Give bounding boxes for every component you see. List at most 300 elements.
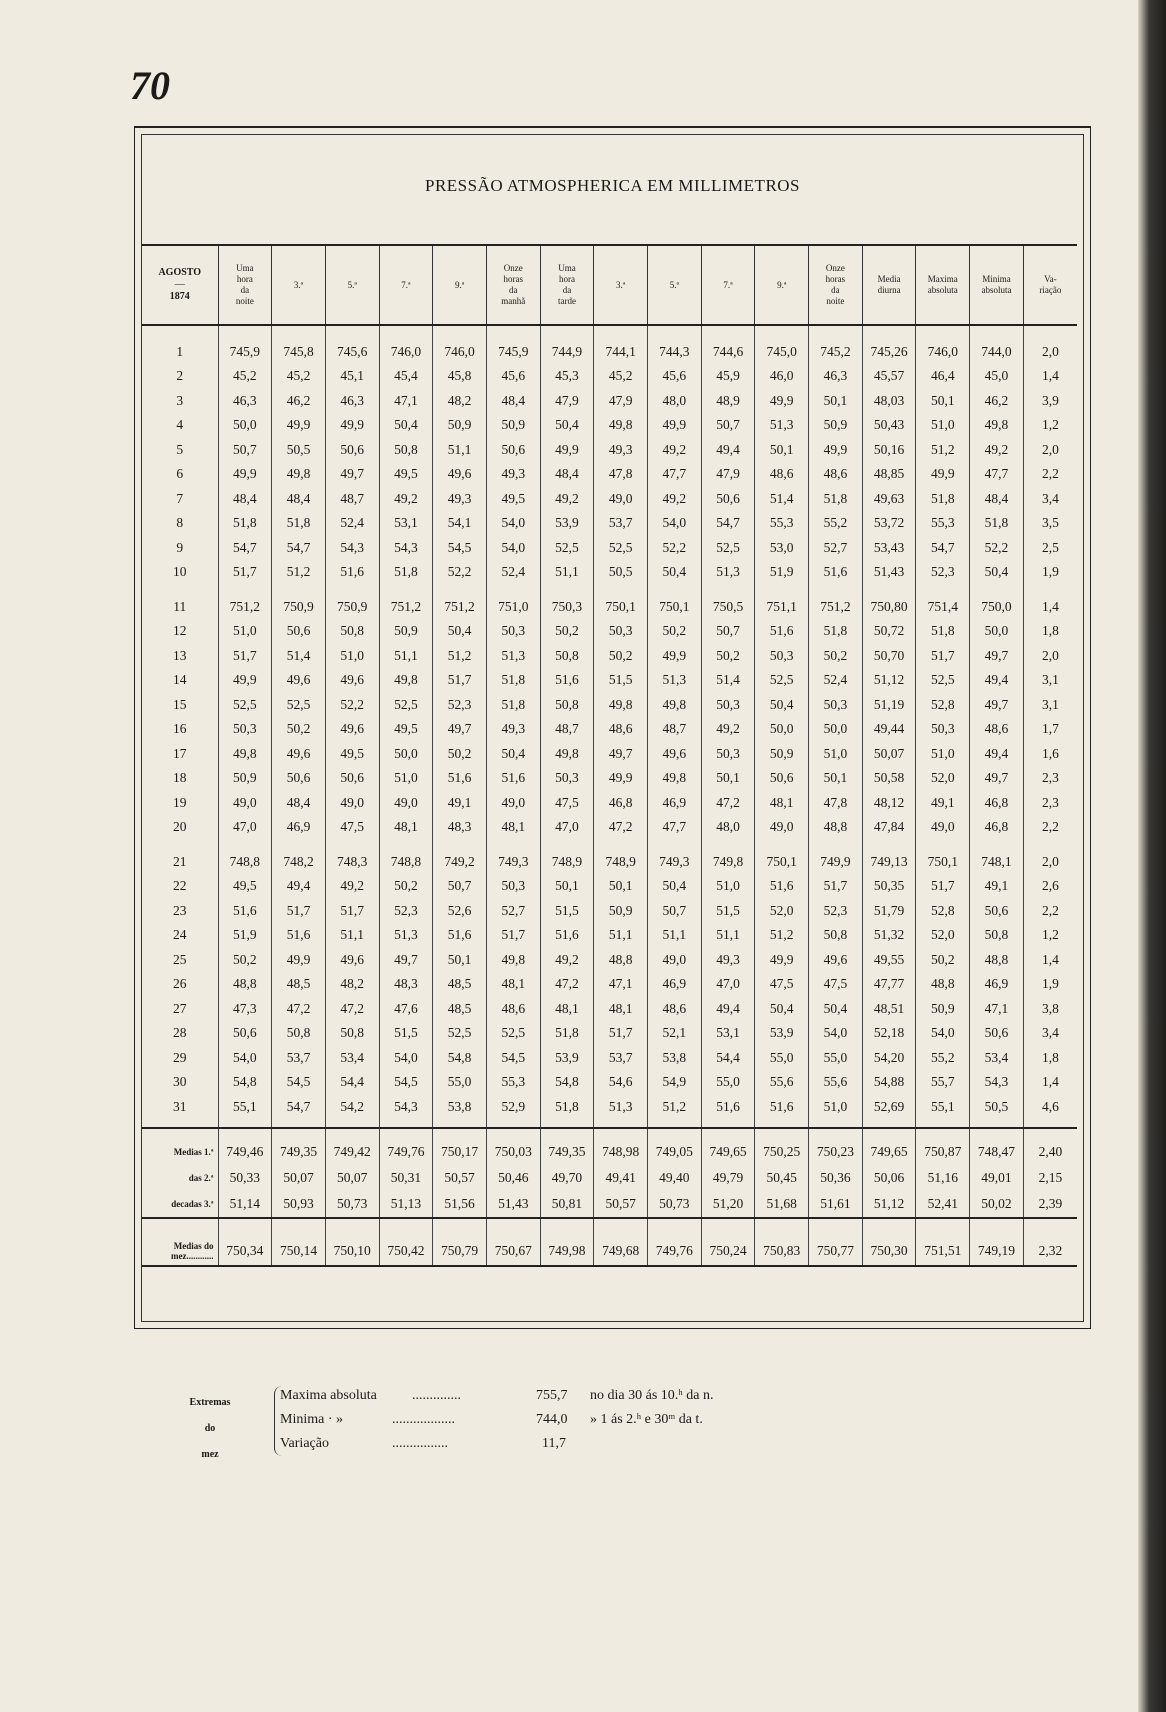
- extreme-note: » 1 ás 2.ʰ e 30ᵐ da t.: [590, 1412, 703, 1427]
- decade-mean-cell: 50,07: [325, 1165, 379, 1191]
- value-cell: 751,4: [916, 595, 970, 620]
- value-cell: 52,5: [272, 693, 326, 718]
- value-cell: 47,7: [970, 462, 1024, 487]
- value-cell: 50,4: [486, 742, 540, 767]
- value-cell: 52,7: [809, 536, 863, 561]
- value-cell: 50,2: [433, 742, 487, 767]
- value-cell: 51,6: [755, 874, 809, 899]
- value-cell: 50,6: [218, 1021, 272, 1046]
- value-cell: 50,3: [755, 644, 809, 669]
- decade-mean-cell: 2,15: [1038, 1170, 1063, 1185]
- blank-cell: [325, 1119, 379, 1128]
- value-cell: 55,0: [755, 1046, 809, 1071]
- value-cell: 51,5: [701, 899, 755, 924]
- value-cell: 52,2: [325, 693, 379, 718]
- value-cell: 54,20: [862, 1046, 916, 1071]
- value-cell: 49,3: [701, 948, 755, 973]
- value-cell: 1,8: [1041, 623, 1059, 639]
- value-cell: 751,2: [218, 595, 272, 620]
- decade-mean-cell: 51,12: [862, 1191, 916, 1218]
- value-cell: 751,2: [433, 595, 487, 620]
- value-cell: 50,8: [272, 1021, 326, 1046]
- value-cell: 54,0: [379, 1046, 433, 1071]
- value-cell: 2,0: [1041, 853, 1059, 869]
- table-row: [142, 619, 1077, 644]
- day-cell: 13: [142, 644, 218, 669]
- header-col-6: Onze horas da manhã: [486, 245, 540, 325]
- blank-cell: [379, 1119, 433, 1128]
- blank-cell: [970, 840, 1024, 850]
- value-cell: 50,9: [916, 997, 970, 1022]
- value-cell: 55,3: [755, 511, 809, 536]
- value-cell: 744,1: [594, 325, 648, 364]
- value-cell: 51,8: [916, 487, 970, 512]
- value-cell: 49,9: [218, 668, 272, 693]
- day-cell: 5: [142, 438, 218, 463]
- blank-cell: [272, 585, 326, 595]
- value-cell: 55,7: [916, 1070, 970, 1095]
- decade-mean-cell: 750,87: [916, 1128, 970, 1165]
- value-cell: 2,2: [1041, 819, 1059, 835]
- blank-cell: [809, 585, 863, 595]
- value-cell: 50,16: [862, 438, 916, 463]
- value-cell: 2,2: [1041, 466, 1059, 482]
- blank-cell: [594, 840, 648, 850]
- value-cell: 49,55: [862, 948, 916, 973]
- value-cell: 47,9: [701, 462, 755, 487]
- header-col-10: 7.ª: [701, 245, 755, 325]
- blank-cell: [755, 585, 809, 595]
- value-cell: 54,4: [701, 1046, 755, 1071]
- value-cell: 51,3: [379, 923, 433, 948]
- value-cell: 49,6: [272, 668, 326, 693]
- value-cell: 50,6: [755, 766, 809, 791]
- value-cell: 49,0: [218, 791, 272, 816]
- value-cell: 52,3: [809, 899, 863, 924]
- value-cell: 51,6: [755, 1095, 809, 1120]
- value-cell: 53,1: [701, 1021, 755, 1046]
- value-cell: 51,6: [809, 560, 863, 585]
- extremes-label: Extremas do mez: [189, 1397, 231, 1460]
- value-cell: 52,0: [916, 923, 970, 948]
- value-cell: 50,2: [809, 644, 863, 669]
- value-cell: 3,1: [1041, 696, 1059, 712]
- value-cell: 51,7: [433, 668, 487, 693]
- value-cell: 50,1: [916, 389, 970, 414]
- value-cell: 50,6: [272, 619, 326, 644]
- value-cell: 49,0: [916, 815, 970, 840]
- blank-cell: [218, 585, 272, 595]
- blank-cell: [1023, 840, 1077, 850]
- value-cell: 749,3: [486, 850, 540, 875]
- value-cell: 48,85: [862, 462, 916, 487]
- value-cell: 3,4: [1041, 1025, 1059, 1041]
- value-cell: 55,1: [218, 1095, 272, 1120]
- value-cell: 50,2: [540, 619, 594, 644]
- value-cell: 54,3: [379, 1095, 433, 1120]
- value-cell: 745,9: [486, 325, 540, 364]
- value-cell: 52,8: [916, 693, 970, 718]
- value-cell: 54,7: [916, 536, 970, 561]
- decade-mean-cell: 750,25: [755, 1128, 809, 1165]
- header-col-13: Media diurna: [862, 245, 916, 325]
- value-cell: 54,5: [486, 1046, 540, 1071]
- value-cell: 51,8: [486, 693, 540, 718]
- value-cell: 53,8: [648, 1046, 702, 1071]
- value-cell: 50,4: [755, 693, 809, 718]
- value-cell: 3,5: [1041, 515, 1059, 531]
- value-cell: 49,5: [486, 487, 540, 512]
- day-cell: 20: [142, 815, 218, 840]
- value-cell: 51,8: [540, 1095, 594, 1120]
- value-cell: 49,7: [325, 462, 379, 487]
- value-cell: 50,2: [916, 948, 970, 973]
- day-cell: 18: [142, 766, 218, 791]
- month-mean-row: [142, 1218, 1077, 1266]
- value-cell: 47,5: [325, 815, 379, 840]
- value-cell: 50,3: [594, 619, 648, 644]
- value-cell: 1,9: [1041, 564, 1059, 580]
- value-cell: 49,0: [325, 791, 379, 816]
- value-cell: 52,4: [325, 511, 379, 536]
- decade-mean-cell: 50,45: [755, 1165, 809, 1191]
- table-row: [142, 717, 1077, 742]
- value-cell: 51,9: [218, 923, 272, 948]
- decade-mean-cell: 750,23: [809, 1128, 863, 1165]
- value-cell: 50,4: [755, 997, 809, 1022]
- value-cell: 52,3: [916, 560, 970, 585]
- value-cell: 50,3: [540, 766, 594, 791]
- value-cell: 49,0: [594, 487, 648, 512]
- value-cell: 48,4: [218, 487, 272, 512]
- value-cell: 50,6: [970, 899, 1024, 924]
- day-cell: 25: [142, 948, 218, 973]
- table-row: [142, 389, 1077, 414]
- value-cell: 49,6: [325, 948, 379, 973]
- value-cell: 49,2: [701, 717, 755, 742]
- value-cell: 51,8: [970, 511, 1024, 536]
- value-cell: 54,7: [218, 536, 272, 561]
- value-cell: 54,9: [648, 1070, 702, 1095]
- value-cell: 51,7: [809, 874, 863, 899]
- value-cell: 751,0: [486, 595, 540, 620]
- value-cell: 53,9: [540, 1046, 594, 1071]
- value-cell: 748,3: [325, 850, 379, 875]
- decade-mean-cell: 749,05: [648, 1128, 702, 1165]
- value-cell: 51,6: [755, 619, 809, 644]
- value-cell: 749,2: [433, 850, 487, 875]
- table-row: [142, 364, 1077, 389]
- value-cell: 49,2: [540, 487, 594, 512]
- value-cell: 748,9: [540, 850, 594, 875]
- value-cell: 54,0: [809, 1021, 863, 1046]
- value-cell: 52,5: [594, 536, 648, 561]
- value-cell: 49,2: [379, 487, 433, 512]
- value-cell: 50,7: [648, 899, 702, 924]
- decade-mean-cell: 51,43: [486, 1191, 540, 1218]
- value-cell: 751,1: [755, 595, 809, 620]
- value-cell: 50,3: [486, 874, 540, 899]
- value-cell: 51,19: [862, 693, 916, 718]
- decade-label: Medias 1.ª: [142, 1128, 218, 1165]
- value-cell: 1,4: [1041, 368, 1059, 384]
- value-cell: 51,6: [540, 923, 594, 948]
- value-cell: 48,7: [540, 717, 594, 742]
- value-cell: 48,03: [862, 389, 916, 414]
- value-cell: 46,9: [648, 791, 702, 816]
- value-cell: 55,1: [916, 1095, 970, 1120]
- value-cell: 50,8: [325, 619, 379, 644]
- blank-cell: [540, 585, 594, 595]
- value-cell: 50,3: [218, 717, 272, 742]
- value-cell: 48,0: [648, 389, 702, 414]
- decade-mean-cell: 749,65: [701, 1128, 755, 1165]
- value-cell: 49,8: [379, 668, 433, 693]
- value-cell: 48,6: [594, 717, 648, 742]
- value-cell: 49,9: [594, 766, 648, 791]
- value-cell: 54,88: [862, 1070, 916, 1095]
- value-cell: 54,8: [540, 1070, 594, 1095]
- value-cell: 51,6: [272, 923, 326, 948]
- value-cell: 52,9: [486, 1095, 540, 1120]
- value-cell: 50,7: [218, 438, 272, 463]
- value-cell: 744,6: [701, 325, 755, 364]
- table-row: [142, 1095, 1077, 1120]
- value-cell: 47,9: [540, 389, 594, 414]
- blank-cell: [862, 1119, 916, 1128]
- extreme-name: Minima · »: [280, 1412, 343, 1427]
- value-cell: 52,0: [755, 899, 809, 924]
- value-cell: 50,8: [809, 923, 863, 948]
- value-cell: 4,6: [1041, 1098, 1059, 1114]
- blank-cell: [862, 585, 916, 595]
- table-row: [142, 923, 1077, 948]
- month-mean-cell: 751,51: [916, 1218, 970, 1266]
- value-cell: 52,4: [486, 560, 540, 585]
- value-cell: 51,3: [755, 413, 809, 438]
- value-cell: 750,1: [916, 850, 970, 875]
- value-cell: 45,2: [272, 364, 326, 389]
- value-cell: 51,7: [486, 923, 540, 948]
- month-mean-cell: 750,83: [755, 1218, 809, 1266]
- decade-mean-cell: 50,02: [970, 1191, 1024, 1218]
- table-row: [142, 325, 1077, 364]
- value-cell: 49,1: [916, 791, 970, 816]
- blank-cell: [272, 1119, 326, 1128]
- table-frame: [134, 126, 1091, 1329]
- month-mean-cell: 750,34: [218, 1218, 272, 1266]
- extreme-name: Variação: [280, 1436, 329, 1451]
- blank-cell: [701, 1119, 755, 1128]
- table-row: [142, 815, 1077, 840]
- day-cell: 2: [142, 364, 218, 389]
- value-cell: 49,8: [218, 742, 272, 767]
- value-cell: 45,6: [648, 364, 702, 389]
- blank-cell: [218, 840, 272, 850]
- value-cell: 51,2: [433, 644, 487, 669]
- blank-cell: [433, 585, 487, 595]
- blank-cell: [970, 1119, 1024, 1128]
- day-cell: 3: [142, 389, 218, 414]
- value-cell: 51,1: [648, 923, 702, 948]
- value-cell: 751,2: [809, 595, 863, 620]
- header-col-4: 7.ª: [379, 245, 433, 325]
- value-cell: 49,4: [701, 997, 755, 1022]
- value-cell: 49,1: [970, 874, 1024, 899]
- value-cell: 50,1: [701, 766, 755, 791]
- value-cell: 49,0: [755, 815, 809, 840]
- value-cell: 46,8: [970, 815, 1024, 840]
- value-cell: 48,9: [701, 389, 755, 414]
- book-spine: [1138, 0, 1166, 1712]
- value-cell: 50,6: [486, 438, 540, 463]
- value-cell: 55,0: [809, 1046, 863, 1071]
- value-cell: 49,8: [540, 742, 594, 767]
- value-cell: 48,6: [755, 462, 809, 487]
- header-col-8: 3.ª: [594, 245, 648, 325]
- value-cell: 53,1: [379, 511, 433, 536]
- value-cell: 51,3: [594, 1095, 648, 1120]
- decade-mean-cell: 50,73: [648, 1191, 702, 1218]
- value-cell: 49,7: [594, 742, 648, 767]
- table-row: [142, 948, 1077, 973]
- value-cell: 55,0: [433, 1070, 487, 1095]
- value-cell: 49,9: [218, 462, 272, 487]
- value-cell: 50,6: [272, 766, 326, 791]
- decade-mean-row: [142, 1191, 1077, 1218]
- day-cell: 8: [142, 511, 218, 536]
- value-cell: 48,3: [433, 815, 487, 840]
- value-cell: 46,2: [272, 389, 326, 414]
- value-cell: 51,1: [379, 644, 433, 669]
- header-col-15: Minima absoluta: [970, 245, 1024, 325]
- value-cell: 50,8: [540, 644, 594, 669]
- table-row: [142, 899, 1077, 924]
- value-cell: 47,7: [648, 815, 702, 840]
- month-mean-cell: 750,67: [486, 1218, 540, 1266]
- value-cell: 50,6: [701, 487, 755, 512]
- value-cell: 51,0: [916, 742, 970, 767]
- value-cell: 50,4: [379, 413, 433, 438]
- month-mean-cell: 750,14: [272, 1218, 326, 1266]
- value-cell: 48,8: [218, 972, 272, 997]
- value-cell: 49,4: [970, 668, 1024, 693]
- value-cell: 50,2: [272, 717, 326, 742]
- value-cell: 51,8: [916, 619, 970, 644]
- value-cell: 1,2: [1041, 417, 1059, 433]
- table-row: [142, 972, 1077, 997]
- decade-mean-cell: 51,20: [701, 1191, 755, 1218]
- value-cell: 48,7: [325, 487, 379, 512]
- value-cell: 2,0: [1041, 441, 1059, 457]
- value-cell: 46,3: [325, 389, 379, 414]
- decade-mean-cell: 50,73: [325, 1191, 379, 1218]
- value-cell: 52,5: [916, 668, 970, 693]
- value-cell: 52,2: [433, 560, 487, 585]
- decade-gap: [142, 585, 1077, 595]
- month-mean-cell: 749,68: [594, 1218, 648, 1266]
- value-cell: 46,8: [594, 791, 648, 816]
- day-cell: 4: [142, 413, 218, 438]
- extreme-value: 755,7: [536, 1388, 568, 1403]
- value-cell: 51,0: [701, 874, 755, 899]
- extreme-dots: ..............: [412, 1388, 461, 1403]
- month-mean-cell: 749,19: [970, 1218, 1024, 1266]
- value-cell: 49,6: [325, 668, 379, 693]
- value-cell: 51,1: [594, 923, 648, 948]
- value-cell: 49,9: [272, 413, 326, 438]
- value-cell: 52,5: [433, 1021, 487, 1046]
- value-cell: 52,4: [809, 668, 863, 693]
- value-cell: 48,5: [433, 997, 487, 1022]
- decade-gap: [142, 840, 1077, 850]
- decade-mean-row: [142, 1128, 1077, 1165]
- value-cell: 48,0: [701, 815, 755, 840]
- value-cell: 50,2: [379, 874, 433, 899]
- value-cell: 54,7: [272, 1095, 326, 1120]
- value-cell: 48,1: [379, 815, 433, 840]
- value-cell: 1,4: [1041, 598, 1059, 614]
- value-cell: 50,5: [970, 1095, 1024, 1120]
- value-cell: 748,8: [218, 850, 272, 875]
- page-number: 70: [130, 63, 170, 108]
- value-cell: 46,4: [916, 364, 970, 389]
- value-cell: 2,6: [1041, 878, 1059, 894]
- value-cell: 50,9: [594, 899, 648, 924]
- blank-cell: [916, 1119, 970, 1128]
- value-cell: 49,6: [325, 717, 379, 742]
- value-cell: 51,2: [648, 1095, 702, 1120]
- month-mean-cell: 750,79: [433, 1218, 487, 1266]
- value-cell: 54,5: [272, 1070, 326, 1095]
- value-cell: 49,4: [272, 874, 326, 899]
- header-col-9: 5.ª: [648, 245, 702, 325]
- decade-label: decadas 3.ª: [142, 1191, 218, 1218]
- extreme-name: Maxima absoluta: [280, 1388, 377, 1403]
- blank-cell: [486, 840, 540, 850]
- decade-mean-cell: 50,31: [379, 1165, 433, 1191]
- value-cell: 47,84: [862, 815, 916, 840]
- value-cell: 48,51: [862, 997, 916, 1022]
- value-cell: 50,3: [486, 619, 540, 644]
- value-cell: 1,4: [1041, 951, 1059, 967]
- value-cell: 52,7: [486, 899, 540, 924]
- value-cell: 50,9: [809, 413, 863, 438]
- value-cell: 47,8: [594, 462, 648, 487]
- value-cell: 53,7: [272, 1046, 326, 1071]
- blank-cell: [916, 840, 970, 850]
- extreme-note: no dia 30 ás 10.ʰ da n.: [590, 1388, 714, 1403]
- value-cell: 51,0: [916, 413, 970, 438]
- value-cell: 47,0: [218, 815, 272, 840]
- value-cell: 54,0: [486, 536, 540, 561]
- value-cell: 50,9: [433, 413, 487, 438]
- value-cell: 51,4: [272, 644, 326, 669]
- value-cell: 54,3: [325, 536, 379, 561]
- decade-mean-cell: 49,79: [701, 1165, 755, 1191]
- decade-mean-cell: 49,41: [594, 1165, 648, 1191]
- value-cell: 748,1: [970, 850, 1024, 875]
- value-cell: 49,3: [486, 462, 540, 487]
- value-cell: 49,3: [433, 487, 487, 512]
- value-cell: 51,43: [862, 560, 916, 585]
- value-cell: 51,1: [433, 438, 487, 463]
- value-cell: 51,1: [540, 560, 594, 585]
- value-cell: 51,2: [272, 560, 326, 585]
- day-cell: 17: [142, 742, 218, 767]
- value-cell: 50,4: [648, 874, 702, 899]
- value-cell: 49,9: [809, 438, 863, 463]
